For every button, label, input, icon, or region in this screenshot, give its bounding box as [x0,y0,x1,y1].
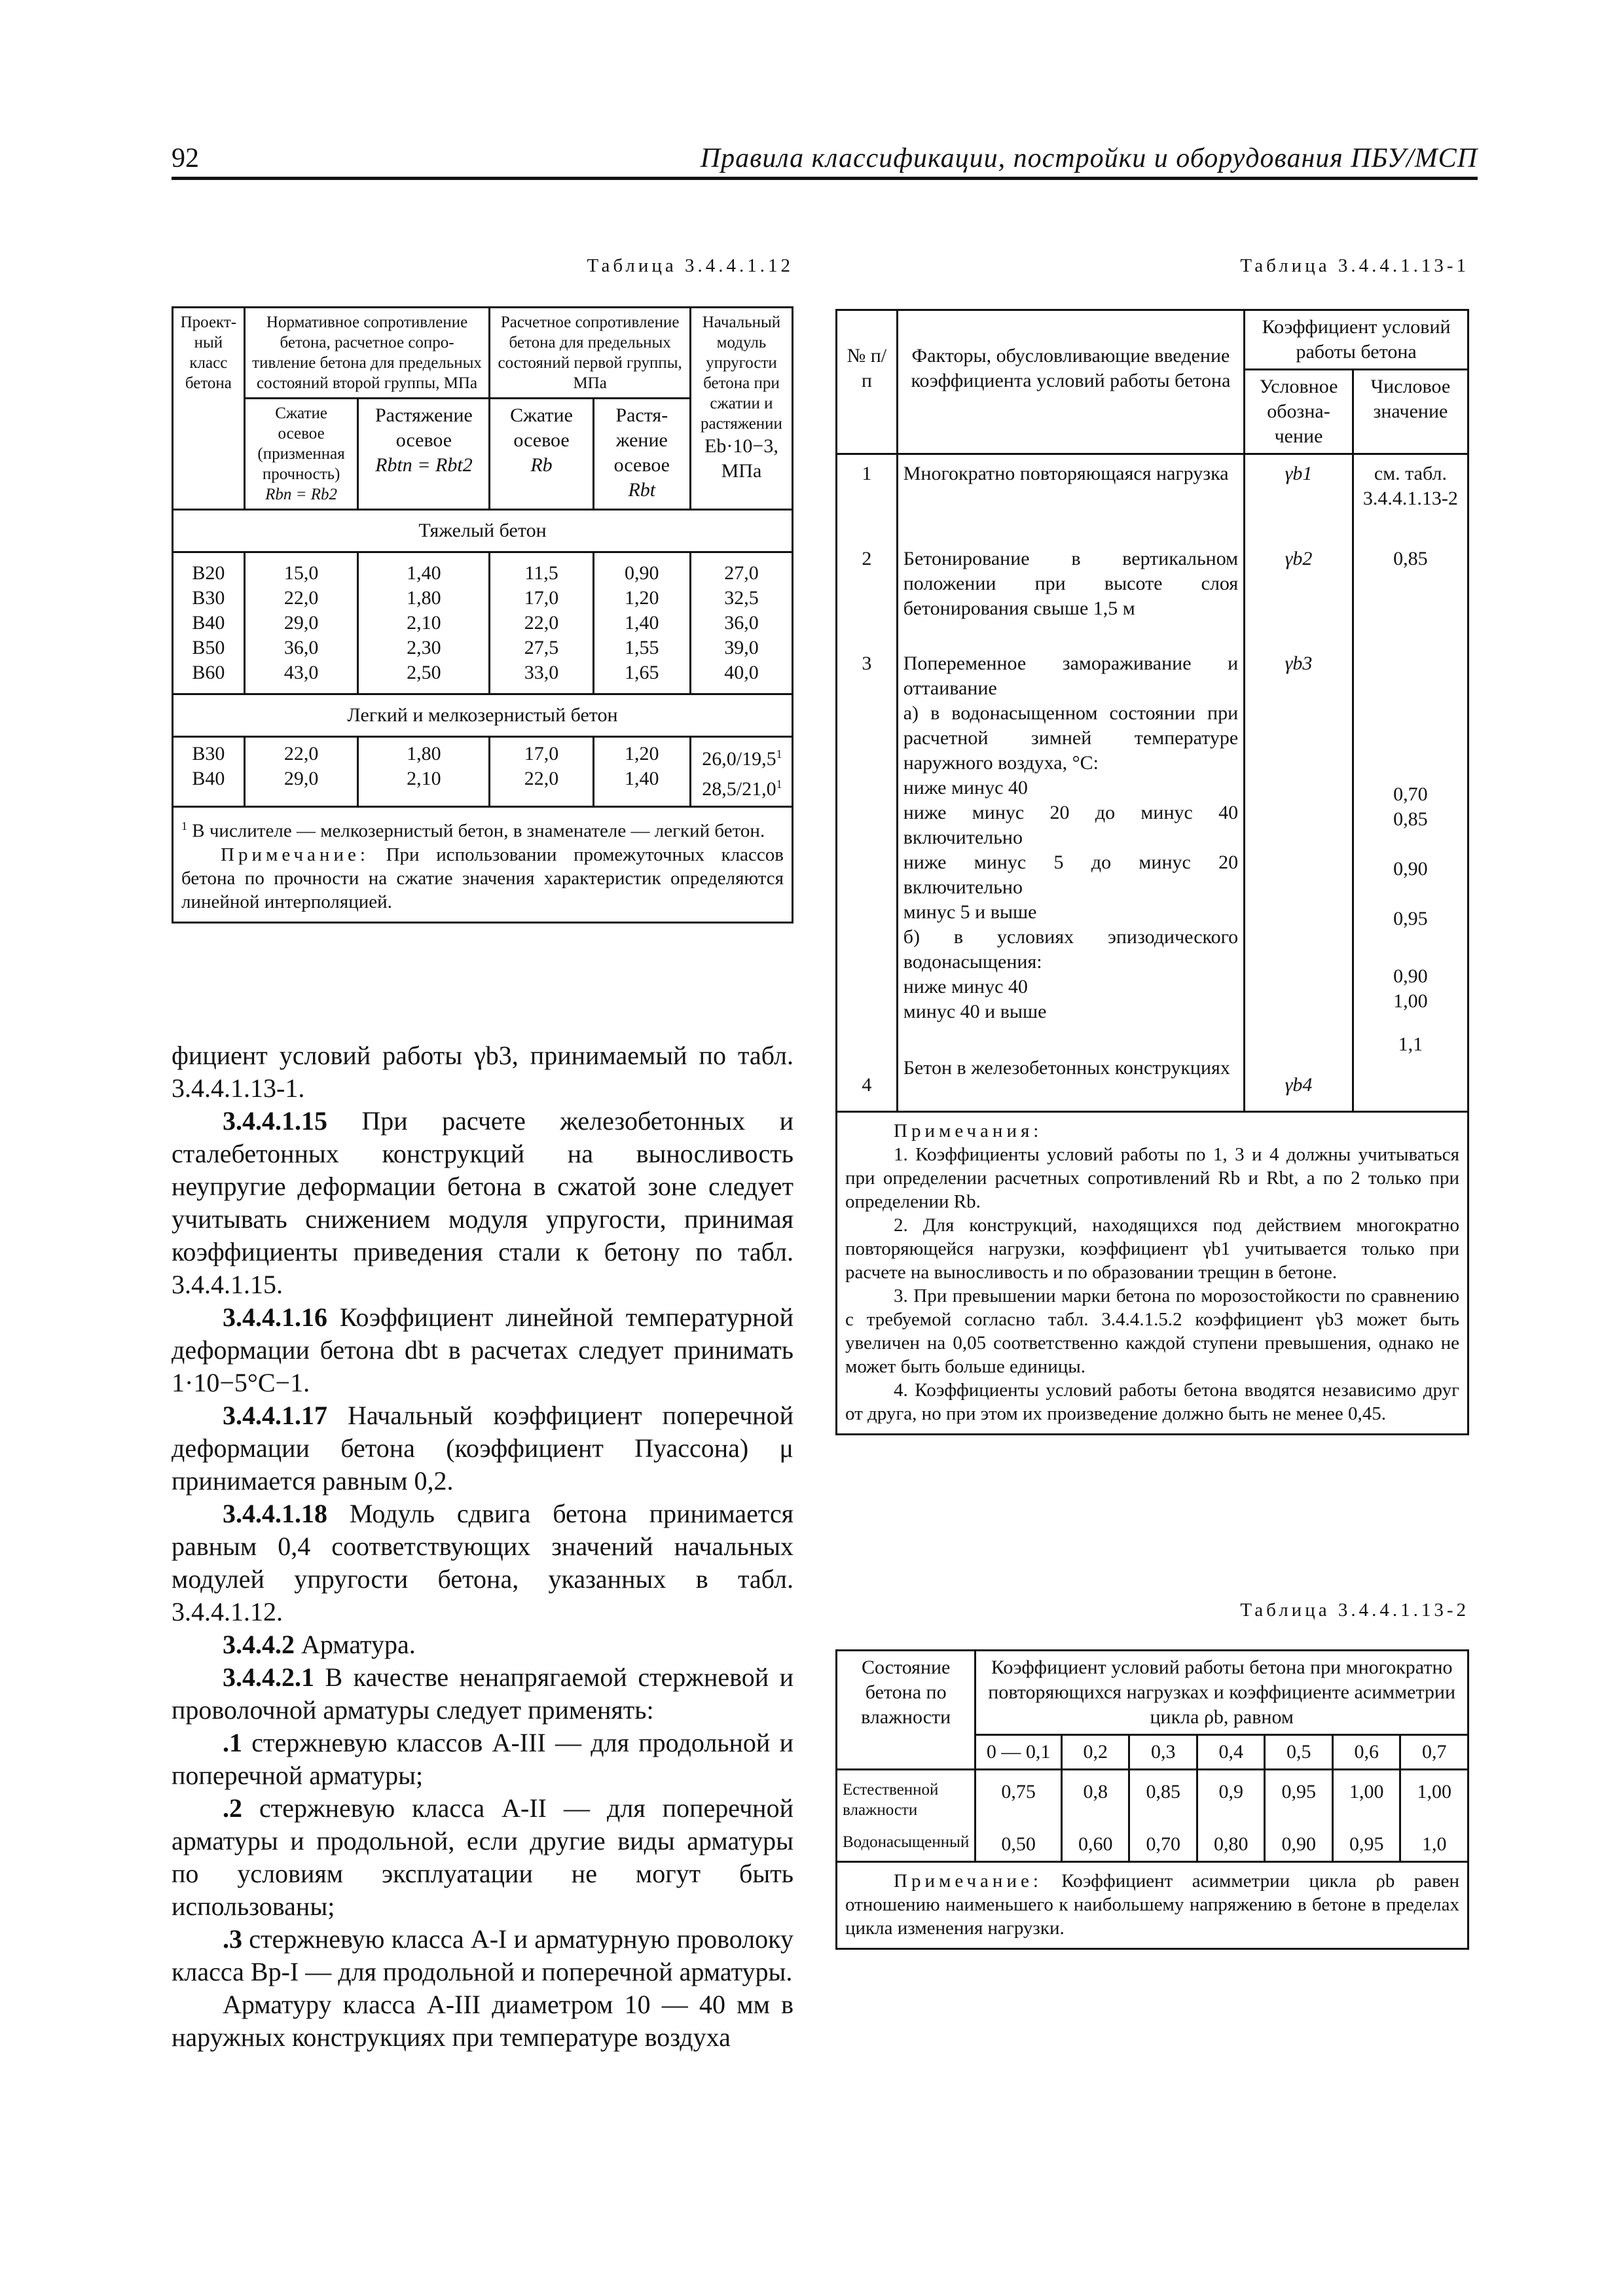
row-number: 3 [862,653,872,674]
row-label: Водонасыщенный [843,1833,970,1851]
comp2-label: Сжатие осевое [510,404,573,451]
cell: 0,90 [1281,1833,1316,1855]
factor-text: Многократно повторяющаяся нагрузка [903,463,1229,484]
paragraph-3-4-4-1-16 [172,1301,793,1399]
note-2: 2. Для конструкций, находящихся под действием многократно повторяющейся нагрузки, коэффициент γb1 учитывается только при расчете на выносливость и по образовании трещин в бетоне. [845,1215,1459,1283]
value: 1,00 [1393,990,1428,1012]
row-number: 4 [862,1074,872,1096]
t2-sym-column [1245,454,1353,1112]
factor-text: Бетон в железобетонных конструкциях [903,1057,1230,1079]
cell: B30 [192,743,225,764]
paragraph-3-4-4-2 [172,1628,793,1661]
cell: 1,40 [625,768,659,789]
ten1-label: Растяжение осевое [374,404,473,451]
heavy-col-2 [358,552,490,694]
factor-subitem: ниже минус 5 до минус 20 включительно [903,852,1239,898]
value: 1,1 [1398,1033,1423,1055]
table-3 [835,1649,1469,1950]
col-norm-header: Нормативное сопротивление бетона, расчетное сопро-тивление бетона для предельных состояний второй группы, МПа [244,308,490,399]
clause-number: 3.4.4.1.17 [223,1401,327,1430]
table-3-note [837,1862,1468,1949]
heavy-class-cell [173,552,245,694]
row-number: 2 [862,548,872,569]
cell: 22,0 [283,743,319,764]
section-light: Легкий и мелкозернистый бетон [173,694,793,737]
clause-text: Начальный коэффициент поперечной деформации бетона (коэффициент Пуассона) μ принимается равным 0,2. [172,1401,793,1496]
clause-text: В качестве ненапрягаемой стержневой и проволочной арматуры следует применять: [172,1662,794,1725]
cell [694,742,790,772]
section-heavy: Тяжелый бетон [173,510,793,552]
cell: 0,8 [1083,1781,1108,1803]
sub-header-comp1 [244,399,358,510]
rho-col: 0,5 [1265,1735,1333,1770]
cell: 0,85 [1146,1781,1180,1803]
note-1: 1. Коэффициенты условий работы по 1, 3 и 4 должны учитываться при определении расчетных сопротивлений Rb и Rbt, а по 2 только при определении Rb. [845,1144,1459,1212]
light-col-1 [244,737,358,807]
cell: 22,0 [524,768,559,789]
cell: 17,0 [524,743,559,764]
col-factors-header: Факторы, обусловливающие введение коэффициента условий работы бетона [897,310,1244,454]
note-label: Примечание: [221,844,369,865]
footnote-ref: 1 [776,747,782,761]
t3-col-0 [976,1770,1062,1862]
cell: B40 [192,768,225,789]
cell: 1,55 [625,637,659,658]
rho-col: 0,2 [1061,1735,1129,1770]
paragraph-3-4-4-1-18 [172,1498,793,1628]
t3-labels [837,1770,976,1862]
cell: B40 [192,612,225,634]
cell: 1,00 [1349,1781,1384,1803]
cell: 0,50 [1001,1833,1036,1855]
table-1-caption: Таблица 3.4.4.1.12 [587,255,793,276]
footnote-text: В числителе — мелкозернистый бетон, в знаменателе — легкий бетон. [192,820,765,842]
table-1 [172,306,793,924]
cell: 17,0 [524,587,559,609]
ten2-symbol: Rbt [628,479,656,501]
heavy-col-1 [244,552,358,694]
factor-subitem: б) в условиях эпизодического водонасыщения: [903,926,1239,973]
cell: 36,0 [283,637,319,658]
list-item-2 [172,1792,793,1923]
cell: 0,9 [1218,1781,1243,1803]
rho-col: 0,3 [1129,1735,1197,1770]
cell: 1,40 [407,562,441,584]
cell: 1,0 [1421,1833,1447,1855]
row-number: 1 [862,463,872,484]
clause-number: 3.4.4.2 [223,1630,295,1659]
cell: 0,95 [1349,1833,1384,1855]
footnote-ref: 1 [776,778,782,791]
paragraph-3-4-4-1-15 [172,1105,793,1301]
cell: 1,40 [625,612,659,634]
comp1-label: Сжатие осевое (призменная прочность) [257,404,345,483]
ten1-symbol: Rbtn = Rbt2 [375,454,473,476]
rho-col: 0,4 [1197,1735,1265,1770]
symbol: γb2 [1285,548,1313,569]
heavy-col-4 [593,552,690,694]
t3-col-1 [1061,1770,1129,1862]
clause-number: 3.4.4.1.15 [223,1106,327,1136]
comp2-symbol: Rb [530,454,553,476]
col-sym-header: Условное обозна-чение [1245,370,1353,454]
sub-header-comp2 [490,399,593,510]
rho-col: 0 — 0,1 [976,1735,1062,1770]
factor-subitem: ниже минус 40 [903,777,1028,798]
item-text: стержневую классов А-III — для продольной и поперечной арматуры; [172,1728,794,1790]
cell: 27,0 [724,562,759,584]
cell: 22,0 [524,612,559,634]
col-class-header: Проект-ный класс бетона [173,308,245,510]
light-col-2 [358,737,490,807]
paragraph-3-4-4-1-17 [172,1399,793,1498]
rho-col: 0,6 [1332,1735,1400,1770]
footnote-mark: 1 [181,819,187,833]
cell: 39,0 [724,637,759,658]
col-num-header: № п/п [837,310,898,454]
item-text: стержневую класса А-II — для поперечной арматуры и продольной, если другие виды арматуры по условиям эксплуатации не могут быть использованы; [172,1793,793,1921]
modulus-symbol: Eb·10−3, МПа [704,435,778,482]
left-column-text [172,1039,793,2054]
row-label: Естественной влажности [843,1781,939,1819]
value: 0,85 [1393,548,1428,569]
footnote [181,814,784,843]
comp1-symbol: Rbn = Rb2 [265,486,338,503]
col-val-header: Числовое значение [1353,370,1468,454]
light-col-3 [490,737,593,807]
sub-header-ten2 [593,399,690,510]
paragraph-3-4-4-2-1 [172,1661,793,1727]
clause-text: Модуль сдвига бетона принимается равным 0,4 соответствующих значений начальных модулей упругости бетона, указанных в табл. 3.4.4.1.12. [172,1499,793,1626]
cell: 1,80 [407,587,441,609]
table-2 [835,309,1469,1435]
cell: 15,0 [283,562,319,584]
clause-text: Коэффициент линейной температурной деформации бетона dbt в расчетах следует принимать 1·10−5°C−1. [172,1302,793,1397]
value: 0,70 [1393,783,1428,805]
running-title: Правила классификации, постройки и оборудования ПБУ/МСП [700,143,1478,173]
value: 0,90 [1393,965,1428,987]
table-2-notes [837,1112,1468,1435]
paragraph: фициент условий работы γb3, принимаемый по табл. 3.4.4.1.13-1. [172,1041,793,1103]
cell: 27,5 [524,637,559,658]
col-modulus-header [690,308,792,510]
value: 0,95 [1393,908,1428,929]
clause-number: 3.4.4.1.18 [223,1499,327,1528]
cell: 1,80 [407,743,441,764]
factor-subitem: минус 5 и выше [903,901,1037,923]
value: см. табл. 3.4.4.1.13-2 [1362,463,1458,509]
t3-col-6 [1400,1770,1468,1862]
cell: 1,00 [1417,1781,1451,1803]
cell: 43,0 [283,662,319,683]
item-number: .3 [223,1924,242,1954]
factor-subitem: ниже минус 40 [903,976,1028,997]
symbol: γb1 [1285,463,1313,484]
paragraph: Арматуру класса А-III диаметром 10 — 40 мм в наружных конструкциях при температуре воздуха [172,1990,793,2052]
table-1-notes [173,807,793,923]
light-rows [173,737,793,807]
cell: 1,65 [625,662,659,683]
note-label: Примечание: [894,1871,1042,1892]
t3-col-5 [1332,1770,1400,1862]
cell [694,772,790,802]
list-item-1 [172,1727,793,1792]
cell: 1,20 [625,743,659,764]
cell: 0,70 [1146,1833,1180,1855]
cell: 2,10 [407,612,441,634]
table-3-caption: Таблица 3.4.4.1.13-2 [1240,1600,1469,1621]
cell: 0,90 [625,562,659,584]
col-coef-header: Коэффициент условий работы бетона [1245,310,1468,370]
sub-header-ten1 [358,399,490,510]
factor-subitem: ниже минус 20 до минус 40 включительно [903,802,1239,848]
clause-text: Арматура. [301,1630,416,1659]
light-class-cell [173,737,245,807]
modulus-label: Начальный модуль упругости бетона при сжатии и растяжении [700,314,782,433]
heavy-col-5 [690,552,792,694]
symbol: γb4 [1285,1074,1313,1096]
t2-val-column [1353,454,1468,1112]
cell: B50 [192,637,225,658]
cell: 2,50 [407,662,441,683]
cell: 29,0 [283,768,319,789]
t3-col-3 [1197,1770,1265,1862]
cell: 11,5 [524,562,558,584]
cell: 33,0 [524,662,559,683]
t3-col-4 [1265,1770,1333,1862]
notes-label: Примечания: [894,1121,1043,1141]
cell: 2,30 [407,637,441,658]
clause-number: 3.4.4.1.16 [223,1302,327,1332]
note-text: Коэффициент асимметрии цикла ρb равен отношению наименьшего к наибольшему напряжению в бетоне в пределах цикла изменения нагрузки. [845,1871,1460,1939]
item-text: стержневую класса А-I и арматурную проволоку класса Bp-I — для продольной и поперечной арматуры. [172,1924,793,1986]
col-state-header: Состояние бетона по влажности [837,1651,976,1770]
cell: B30 [192,587,225,609]
note [181,843,784,914]
cell: 2,10 [407,768,441,789]
cell: 32,5 [724,587,759,609]
col-coef-header: Коэффициент условий работы бетона при многократно повторяющихся нагрузках и коэффициенте асимметрии цикла ρb, равном [976,1651,1468,1735]
note-4: 4. Коэффициенты условий работы бетона вводятся независимо друг от друга, но при этом их произведение должно быть не менее 0,45. [845,1380,1459,1424]
cell: 36,0 [724,612,759,634]
t3-data [837,1770,1468,1862]
item-number: .2 [223,1793,242,1823]
cell: 29,0 [283,612,319,634]
cell: 40,0 [724,662,759,683]
factor-text: Попеременное замораживание и оттаивание [903,653,1239,699]
cell: 0,60 [1078,1833,1113,1855]
light-col-4 [593,737,690,807]
page-number: 92 [172,143,199,173]
table-2-caption: Таблица 3.4.4.1.13-1 [1240,255,1469,276]
value: 0,90 [1393,858,1428,880]
value: 0,85 [1393,808,1428,830]
cell: B20 [192,562,225,584]
item-number: .1 [223,1728,242,1757]
light-col-5 [690,737,792,807]
ten2-label: Растя-жение осевое [613,404,670,476]
factor-text: Бетонирование в вертикальном положении при высоте слоя бетонирования свыше 1,5 м [903,548,1239,619]
list-item-3 [172,1923,793,1988]
cell: B60 [192,662,225,683]
symbol: γb3 [1285,653,1313,674]
cell: 0,95 [1281,1781,1316,1803]
col-calc-header: Расчетное сопротивление бетона для предельных состояний первой группы, МПа [490,308,691,399]
note-3: 3. При превышении марки бетона по морозостойкости по сравнению с требуемой согласно табл. 3.4.4.1.5.2 коэффициент γb3 может быть увеличен на 0,05 соответственно каждой ступени превышения, однако не может быть больше единицы. [845,1285,1459,1377]
note-text: При использовании промежуточных классов бетона по прочности на сжатие значения характеристик определяются линейной интерполяцией. [181,844,784,912]
factor-subitem: минус 40 и выше [903,1001,1047,1022]
header-rule [172,177,1478,180]
t2-num-column [837,454,898,1112]
cell: 0,80 [1213,1833,1249,1855]
cell: 22,0 [283,587,319,609]
t2-factors-column [897,454,1244,1112]
factor-subitem: а) в водонасыщенном состоянии при расчетной зимней температуре наружного воздуха, °С: [903,702,1239,774]
cell-value: 26,0/19,5 [702,748,776,770]
rho-col: 0,7 [1400,1735,1468,1770]
spacer [1359,651,1462,782]
clause-number: 3.4.4.2.1 [223,1662,314,1692]
cell: 0,75 [1001,1781,1036,1803]
cell-value: 28,5/21,0 [702,778,776,800]
clause-text: При расчете железобетонных и сталебетонных конструкций на выносливость неупругие деформации бетона в сжатой зоне следует учитывать снижением модуля упругости, принимая коэффициенты приведения стали к бетону по табл. 3.4.4.1.15. [172,1106,793,1299]
t3-col-2 [1129,1770,1197,1862]
heavy-col-3 [490,552,593,694]
heavy-rows [173,552,793,694]
cell: 1,20 [625,587,659,609]
